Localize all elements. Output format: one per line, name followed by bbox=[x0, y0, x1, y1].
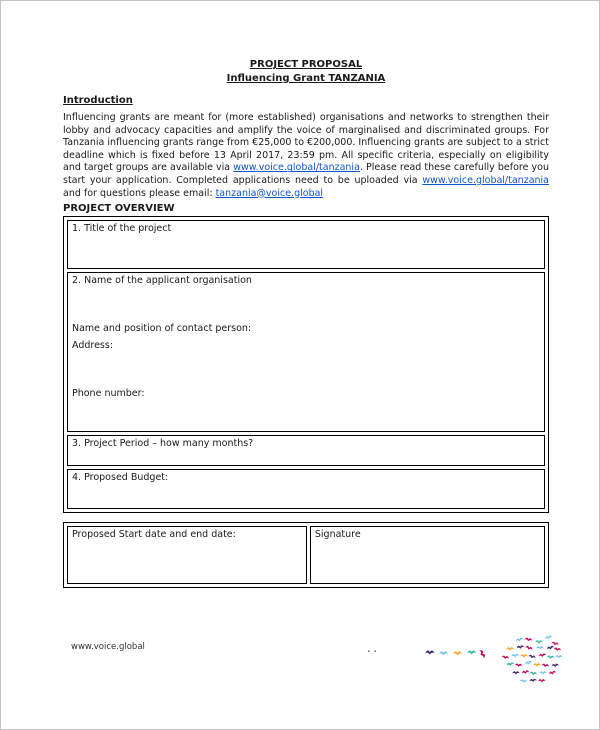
intro-text-3: and for questions please email: bbox=[63, 187, 216, 199]
field-proposed-budget[interactable] bbox=[67, 469, 545, 509]
project-overview-table bbox=[63, 216, 549, 513]
field-phone-number-label: Phone number: bbox=[72, 388, 145, 400]
introduction-heading: Introduction bbox=[63, 95, 133, 106]
table-row bbox=[67, 469, 545, 509]
document-subtitle: Influencing Grant TANZANIA bbox=[226, 73, 386, 84]
field-project-period[interactable] bbox=[67, 435, 545, 466]
intro-text-2: . Please read these carefully before you start your application. Completed applications need to be uploaded via bbox=[63, 162, 549, 186]
footer-website: www.voice.global bbox=[71, 642, 145, 652]
field-proposed-budget-label: 4. Proposed Budget: bbox=[72, 472, 169, 484]
field-start-end-date-label: Proposed Start date and end date: bbox=[72, 529, 236, 541]
field-address-label: Address: bbox=[72, 340, 114, 352]
table-row bbox=[67, 435, 545, 466]
project-overview-heading: PROJECT OVERVIEW bbox=[63, 203, 175, 215]
table-row bbox=[67, 272, 545, 432]
field-applicant-org-label: 2. Name of the applicant organisation bbox=[72, 275, 252, 287]
voice-birds-row-icon bbox=[425, 646, 493, 660]
field-start-end-date[interactable] bbox=[67, 526, 307, 584]
field-signature-label: Signature bbox=[314, 529, 361, 541]
table-row bbox=[67, 526, 545, 584]
intro-text-1: Influencing grants are meant for (more established) organisations and networks to strengthen their lobby and advocacy capacities and amplify the voice of marginalised and discriminated groups. For Tanzania influencing grants range from €25,000 to €200,000. Influencing grants are subject to a strict deadline which is fixed before 13 April 2017, 23:59 pm. All specific criteria, especially on eligibility and target groups are available via bbox=[63, 112, 549, 174]
document-title: PROJECT PROPOSAL bbox=[249, 59, 363, 70]
link-voice-global-tanzania-2[interactable]: www.voice.global/tanzania bbox=[422, 174, 549, 186]
document-body bbox=[63, 51, 549, 588]
link-email-tanzania[interactable]: tanzania@voice.global bbox=[215, 187, 324, 199]
field-contact-person-label: Name and position of contact person: bbox=[72, 323, 252, 335]
table-row bbox=[67, 220, 545, 269]
introduction-paragraph bbox=[63, 112, 549, 200]
link-voice-global-tanzania-1[interactable]: www.voice.global/tanzania bbox=[233, 162, 360, 174]
field-project-title-label: 1. Title of the project bbox=[72, 223, 172, 235]
field-project-period-label: 3. Project Period – how many months? bbox=[72, 438, 254, 450]
dates-signature-table bbox=[63, 522, 549, 588]
field-signature[interactable] bbox=[310, 526, 545, 584]
field-project-title[interactable] bbox=[67, 220, 545, 269]
footer-dots: .. bbox=[367, 645, 380, 655]
voice-logo-cluster-icon bbox=[495, 633, 563, 691]
field-applicant-organisation[interactable] bbox=[67, 272, 545, 432]
document-title-block bbox=[63, 58, 549, 86]
